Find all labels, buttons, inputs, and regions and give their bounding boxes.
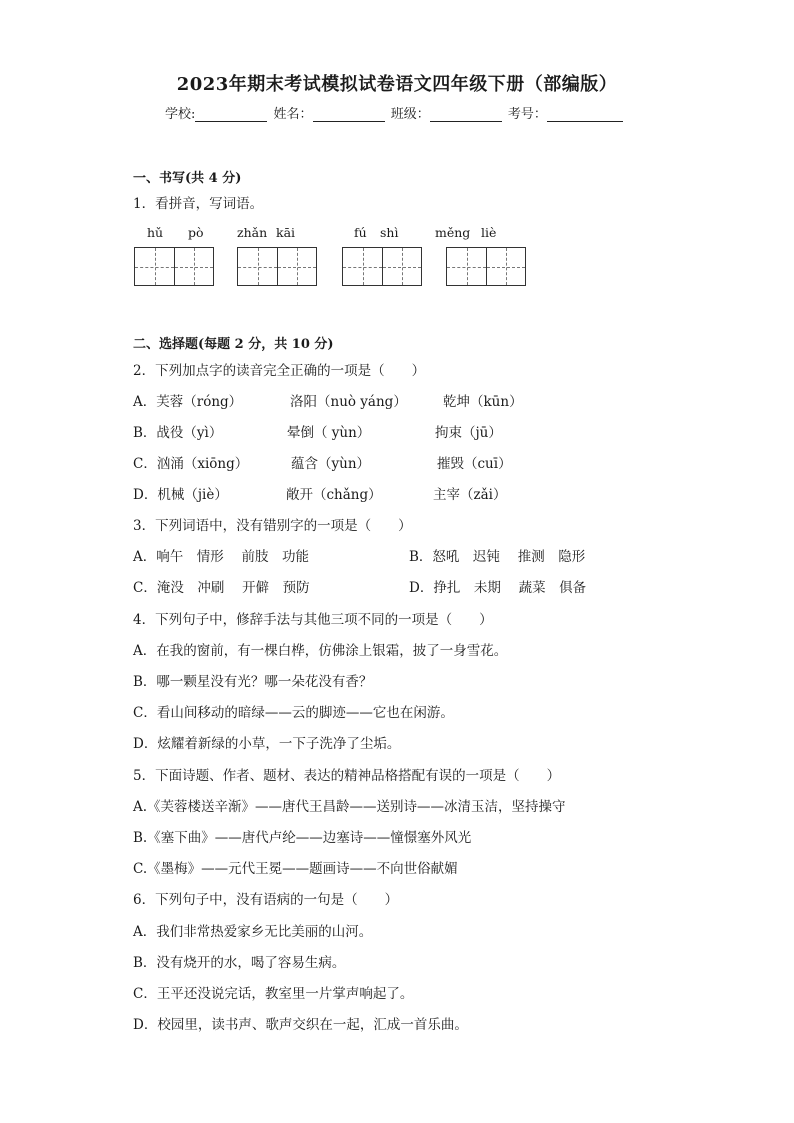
writing-grid-3[interactable]: [342, 247, 422, 286]
writing-cell[interactable]: [486, 248, 525, 285]
pinyin-2b: kāi: [276, 225, 296, 240]
student-info-line: [165, 103, 625, 122]
writing-cell[interactable]: [135, 248, 174, 285]
q6-option-d: D．校园里，读书声、歌声交织在一起，汇成一首乐曲。: [133, 1017, 468, 1033]
question-2-stem: 2．下列加点字的读音完全正确的一项是（ ）: [133, 363, 426, 379]
writing-grid-2[interactable]: [237, 247, 317, 286]
page-title: 2023年期末考试模拟试卷语文四年级下册（部编版）: [176, 74, 618, 95]
number-field[interactable]: [547, 107, 623, 122]
question-3-stem: 3．下列词语中，没有错别字的一项是（ ）: [133, 518, 412, 534]
writing-cell[interactable]: [238, 248, 277, 285]
q2-option-b-2: 晕倒（ yùn）: [287, 425, 371, 441]
question-6-stem: 6．下列句子中，没有语病的一句是（ ）: [133, 892, 399, 908]
q6-option-c: C．王平还没说完话，教室里一片掌声响起了。: [133, 986, 414, 1002]
question-5-stem: 5．下面诗题、作者、题材、表达的精神品格搭配有误的一项是（ ）: [133, 768, 561, 784]
writing-cell[interactable]: [343, 248, 382, 285]
pinyin-2a: zhǎn: [237, 225, 268, 240]
school-field[interactable]: [195, 107, 267, 122]
writing-cell[interactable]: [174, 248, 213, 285]
q2-option-a-3: 乾坤（kūn）: [443, 394, 523, 410]
question-4-stem: 4．下列句子中，修辞手法与其他三项不同的一项是（ ）: [133, 612, 493, 628]
q4-option-a: A．在我的窗前，有一棵白桦，仿佛涂上银霜，披了一身雪花。: [133, 643, 508, 659]
q3-option-c: C．淹没 冲刷 开僻 预防: [133, 580, 310, 596]
q4-option-d: D．炫耀着新绿的小草，一下子洗净了尘垢。: [133, 736, 401, 752]
q2-option-a-2: 洛阳（nuò yáng）: [290, 394, 407, 410]
q4-option-c: C．看山间移动的暗绿——云的脚迹——它也在闲游。: [133, 705, 454, 721]
q2-option-b-1: B．战役（yì）: [133, 425, 223, 441]
q6-option-b: B．没有烧开的水，喝了容易生病。: [133, 955, 346, 971]
q5-option-c: C.《墨梅》——元代王冕——题画诗——不向世俗献媚: [133, 861, 458, 877]
q2-option-c-1: C．汹涌（xiōng）: [133, 456, 249, 472]
q2-option-c-3: 摧毁（cuī）: [437, 456, 512, 472]
section-1-title: 一、书写(共 4 分): [133, 171, 242, 186]
q2-option-d-2: 敞开（chǎng）: [286, 487, 382, 503]
q2-option-d-3: 主宰（zǎi）: [433, 487, 507, 503]
q5-option-a: A.《芙蓉楼送辛渐》——唐代王昌龄——送别诗——冰清玉洁，坚持操守: [133, 799, 566, 815]
name-label: 姓名：: [273, 107, 313, 122]
writing-grid-1[interactable]: [134, 247, 214, 286]
q4-option-b: B．哪一颗星没有光？哪一朵花没有香？: [133, 674, 373, 690]
q5-option-b: B.《塞下曲》——唐代卢纶——边塞诗——憧憬塞外风光: [133, 830, 472, 846]
school-label: 学校:: [165, 107, 196, 122]
writing-cell[interactable]: [382, 248, 421, 285]
pinyin-4b: liè: [481, 225, 497, 240]
class-label: 班级：: [390, 107, 430, 122]
pinyin-3a: fú: [354, 225, 367, 240]
pinyin-1b: pò: [188, 225, 204, 240]
q3-option-a: A．响午 情形 前肢 功能: [133, 549, 310, 565]
pinyin-1a: hǔ: [147, 225, 164, 240]
writing-cell[interactable]: [447, 248, 486, 285]
q6-option-a: A．我们非常热爱家乡无比美丽的山河。: [133, 924, 373, 940]
question-1-stem: 1．看拼音，写词语。: [133, 196, 264, 212]
pinyin-4a: měng: [435, 225, 471, 240]
writing-cell[interactable]: [277, 248, 316, 285]
q3-option-d: D．挣扎 未期 蔬菜 俱备: [409, 580, 587, 596]
name-field[interactable]: [313, 107, 385, 122]
q2-option-a-1: A．芙蓉（róng）: [133, 394, 243, 410]
q2-option-c-2: 蕴含（yùn）: [291, 456, 371, 472]
q2-option-b-3: 拘束（jū）: [435, 425, 502, 441]
number-label: 考号：: [507, 107, 547, 122]
q3-option-b: B．怒吼 迟钝 推测 隐形: [409, 549, 586, 565]
pinyin-3b: shì: [380, 225, 399, 240]
section-2-title: 二、选择题(每题 2 分，共 10 分): [133, 337, 334, 352]
writing-grid-4[interactable]: [446, 247, 526, 286]
class-field[interactable]: [430, 107, 502, 122]
q2-option-d-1: D．机械（jiè）: [133, 487, 228, 503]
